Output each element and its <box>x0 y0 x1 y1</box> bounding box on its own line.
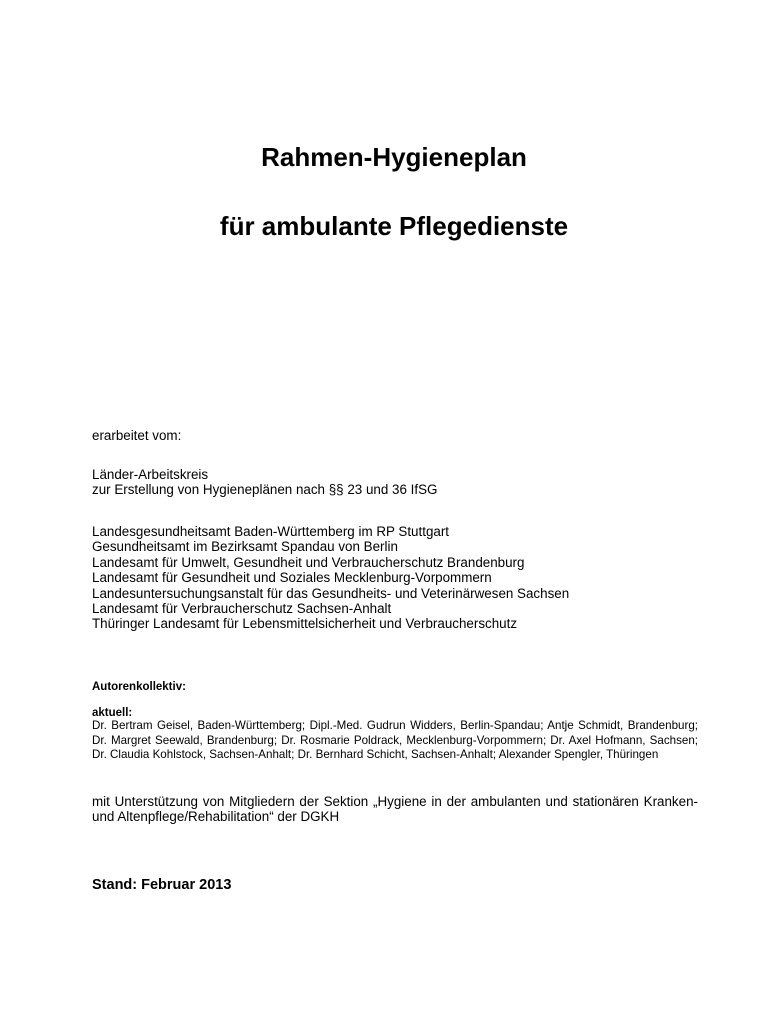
institution-item: Landesamt für Gesundheit und Soziales Mecklenburg-Vorpommern <box>92 570 492 586</box>
document-title: Rahmen-Hygieneplan <box>261 142 527 172</box>
working-group-line: zur Erstellung von Hygieneplänen nach §§ 23 und 36 IfSG <box>92 482 438 498</box>
institution-list <box>92 524 700 632</box>
working-group-line: Länder-Arbeitskreis <box>92 467 209 482</box>
institution-item: Landesuntersuchungsanstalt für das Gesundheits- und Veterinärwesen Sachsen <box>92 585 570 601</box>
authors-heading: Autorenkollektiv: <box>92 681 186 693</box>
document-status: Stand: Februar 2013 <box>92 877 232 893</box>
institution-item: Thüringer Landesamt für Lebensmittelsicherheit und Verbraucherschutz <box>92 616 518 632</box>
institution-item: Landesgesundheitsamt Baden-Württemberg im RP Stuttgart <box>92 524 450 539</box>
institution-item: Gesundheitsamt im Bezirksamt Spandau von Berlin <box>92 539 398 555</box>
document-subtitle: für ambulante Pflegedienste <box>219 211 569 241</box>
authors-list: Dr. Bertram Geisel, Baden-Württemberg; Dipl.-Med. Gudrun Widders, Berlin-Spandau; Antje Schmidt, Brandenburg; Dr. Margret Seewald, Brandenburg; Dr. Rosmarie Poldrack, Mecklenburg-Vorpommern; Dr. Axel Hofmann, Sachsen; Dr. Claudia Kohlstock, Sachsen-Anhalt; Dr. Bernhard Schicht, Sachsen-Anhalt; Alexander Spengler, Thüringen <box>92 719 698 762</box>
prepared-by-text: erarbeitet vom: <box>92 428 182 443</box>
working-group <box>92 467 700 498</box>
current-authors-heading: aktuell: <box>92 707 133 719</box>
institution-item: Landesamt für Umwelt, Gesundheit und Verbraucherschutz Brandenburg <box>92 554 525 570</box>
prepared-by-label <box>92 428 700 443</box>
institution-item: Landesamt für Verbraucherschutz Sachsen-Anhalt <box>92 601 392 617</box>
support-statement: mit Unterstützung von Mitgliedern der Sektion „Hygiene in der ambulanten und stationären Kranken- und Altenpflege/Rehabilitation“ der DGKH <box>92 794 698 825</box>
